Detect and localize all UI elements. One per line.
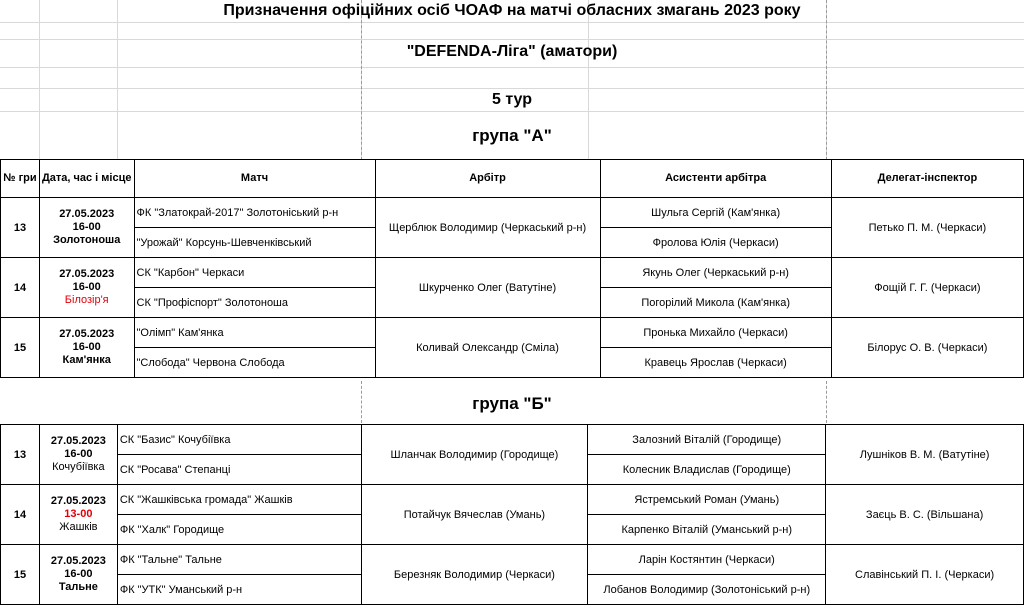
away-team: ФК "УТК" Уманський р-н	[117, 575, 361, 605]
table-row	[1, 318, 1024, 348]
col-header-num: № гри	[1, 160, 40, 198]
col-header-delegate: Делегат-інспектор	[831, 160, 1023, 198]
assistant-referee: Карпенко Віталій (Уманський р-н)	[588, 515, 826, 545]
col-header-date: Дата, час і місце	[39, 160, 134, 198]
game-time: 16-00	[72, 221, 101, 233]
game-datetime	[39, 545, 117, 605]
table-row	[1, 485, 1024, 515]
game-place: Тальне	[58, 581, 98, 593]
game-time: 16-00	[72, 281, 101, 293]
col-header-referee: Арбітр	[375, 160, 600, 198]
game-number: 15	[1, 318, 40, 378]
group-b-table	[0, 424, 1024, 605]
delegate-inspector: Білорус О. В. (Черкаси)	[831, 318, 1023, 378]
assistant-referee: Колесник Владислав (Городище)	[588, 455, 826, 485]
game-date: 27.05.2023	[59, 328, 115, 340]
delegate-inspector: Заєць В. С. (Вільшана)	[826, 485, 1024, 545]
home-team: СК "Жашківська громада" Жашків	[117, 485, 361, 515]
group-a-table	[0, 159, 1024, 378]
game-datetime	[39, 318, 134, 378]
away-team: "Урожай" Корсунь-Шевченківський	[134, 228, 375, 258]
game-date: 27.05.2023	[50, 435, 106, 447]
assistant-referee: Якунь Олег (Черкаський р-н)	[600, 258, 831, 288]
col-header-assistants: Асистенти арбітра	[600, 160, 831, 198]
game-datetime	[39, 425, 117, 485]
referee: Шкурченко Олег (Ватутіне)	[375, 258, 600, 318]
table-row	[1, 198, 1024, 228]
delegate-inspector: Петько П. М. (Черкаси)	[831, 198, 1023, 258]
game-number: 14	[1, 485, 40, 545]
game-date: 27.05.2023	[59, 268, 115, 280]
col-header-match: Матч	[134, 160, 375, 198]
assistant-referee: Пронька Михайло (Черкаси)	[600, 318, 831, 348]
game-place: Кочубіївка	[52, 461, 105, 473]
league-name: "DEFENDA-Ліга" (аматори)	[406, 43, 618, 60]
table-row	[1, 425, 1024, 455]
delegate-inspector: Славінський П. І. (Черкаси)	[826, 545, 1024, 605]
game-datetime	[39, 485, 117, 545]
game-number: 15	[1, 545, 40, 605]
away-team: СК "Росава" Степанці	[117, 455, 361, 485]
assistant-referee: Ларін Костянтин (Черкаси)	[588, 545, 826, 575]
assistant-referee: Фролова Юлія (Черкаси)	[600, 228, 831, 258]
referee: Коливай Олександр (Сміла)	[375, 318, 600, 378]
game-place: Золотоноша	[53, 234, 121, 246]
home-team: "Олімп" Кам'янка	[134, 318, 375, 348]
game-time: 16-00	[64, 568, 93, 580]
table-row	[1, 545, 1024, 575]
home-team: ФК "Златокрай-2017" Золотоніський р-н	[134, 198, 375, 228]
assistant-referee: Погорілий Микола (Кам'янка)	[600, 288, 831, 318]
game-number: 13	[1, 425, 40, 485]
assistant-referee: Шульга Сергій (Кам'янка)	[600, 198, 831, 228]
game-number: 14	[1, 258, 40, 318]
away-team: "Слобода" Червона Слобода	[134, 348, 375, 378]
assistant-referee: Кравець Ярослав (Черкаси)	[600, 348, 831, 378]
away-team: ФК "Халк" Городище	[117, 515, 361, 545]
assistant-referee: Залозний Віталій (Городище)	[588, 425, 826, 455]
referee: Шланчак Володимир (Городище)	[361, 425, 588, 485]
game-number: 13	[1, 198, 40, 258]
game-datetime	[39, 198, 134, 258]
game-date: 27.05.2023	[50, 495, 106, 507]
group-a-title: група "А"	[472, 126, 552, 145]
referee: Потайчук Вячеслав (Умань)	[361, 485, 588, 545]
home-team: ФК "Тальне" Тальне	[117, 545, 361, 575]
delegate-inspector: Фощій Г. Г. (Черкаси)	[831, 258, 1023, 318]
game-date: 27.05.2023	[59, 208, 115, 220]
game-place: Білозір'я	[64, 294, 109, 306]
game-place: Кам'янка	[62, 354, 111, 366]
away-team: СК "Профіспорт" Золотоноша	[134, 288, 375, 318]
game-date: 27.05.2023	[50, 555, 106, 567]
home-team: СК "Базис" Кочубіївка	[117, 425, 361, 455]
game-place: Жашків	[59, 521, 98, 533]
game-datetime	[39, 258, 134, 318]
table-header-row	[1, 160, 1024, 198]
referee: Щерблюк Володимир (Черкаський р-н)	[375, 198, 600, 258]
assistant-referee: Ястремський Роман (Умань)	[588, 485, 826, 515]
round-label: 5 тур	[491, 91, 533, 108]
home-team: СК "Карбон" Черкаси	[134, 258, 375, 288]
table-row	[1, 258, 1024, 288]
delegate-inspector: Лушніков В. М. (Ватутіне)	[826, 425, 1024, 485]
referee: Березняк Володимир (Черкаси)	[361, 545, 588, 605]
document-title: Призначення офіційних осіб ЧОАФ на матчі обласних змагань 2023 року	[223, 2, 801, 19]
group-b-title: група "Б"	[472, 394, 552, 413]
game-time: 16-00	[64, 448, 93, 460]
assistant-referee: Лобанов Володимир (Золотоніський р-н)	[588, 575, 826, 605]
game-time: 13-00	[64, 508, 93, 520]
game-time: 16-00	[72, 341, 101, 353]
